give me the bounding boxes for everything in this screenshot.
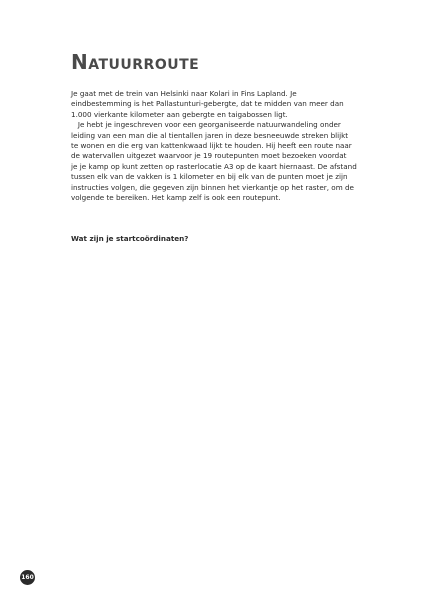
body-line: te wonen en die erg van kattenkwaad lijkt te houden. Hij heeft een route naar: [71, 140, 352, 150]
body-line: de watervallen uitgezet waarvoor je 19 routepunten moet bezoeken voordat: [71, 151, 347, 161]
puzzle-question: Wat zijn je startcoördinaten?: [71, 234, 189, 243]
page-title: Natuurroute: [71, 50, 200, 74]
body-line: Je hebt je ingeschreven voor een georganiseerde natuurwandeling onder: [71, 120, 341, 130]
body-line: je je kamp op kunt zetten op rasterlocatie A3 op de kaart hiernaast. De afstand: [71, 161, 357, 171]
body-line: leiding van een man die al tientallen jaren in deze besneeuwde streken blijkt: [71, 130, 349, 140]
body-paragraph: [71, 89, 363, 203]
body-line: 1.000 vierkante kilometer aan gebergte en taigabossen ligt.: [71, 109, 288, 119]
body-line: instructies volgen, die gegeven zijn binnen het vierkantje op het raster, om de: [71, 182, 354, 192]
body-line: Je gaat met de trein van Helsinki naar Kolari in Fins Lapland. Je: [71, 89, 297, 98]
body-line: tussen elk van de vakken is 1 kilometer en bij elk van de punten moet je zijn: [71, 172, 348, 182]
body-line: volgende te bereiken. Het kamp zelf is ook een routepunt.: [71, 192, 281, 202]
page-number-badge: 160: [20, 570, 35, 585]
body-line: eindbestemming is het Pallastunturi-gebergte, dat te midden van meer dan: [71, 99, 344, 109]
